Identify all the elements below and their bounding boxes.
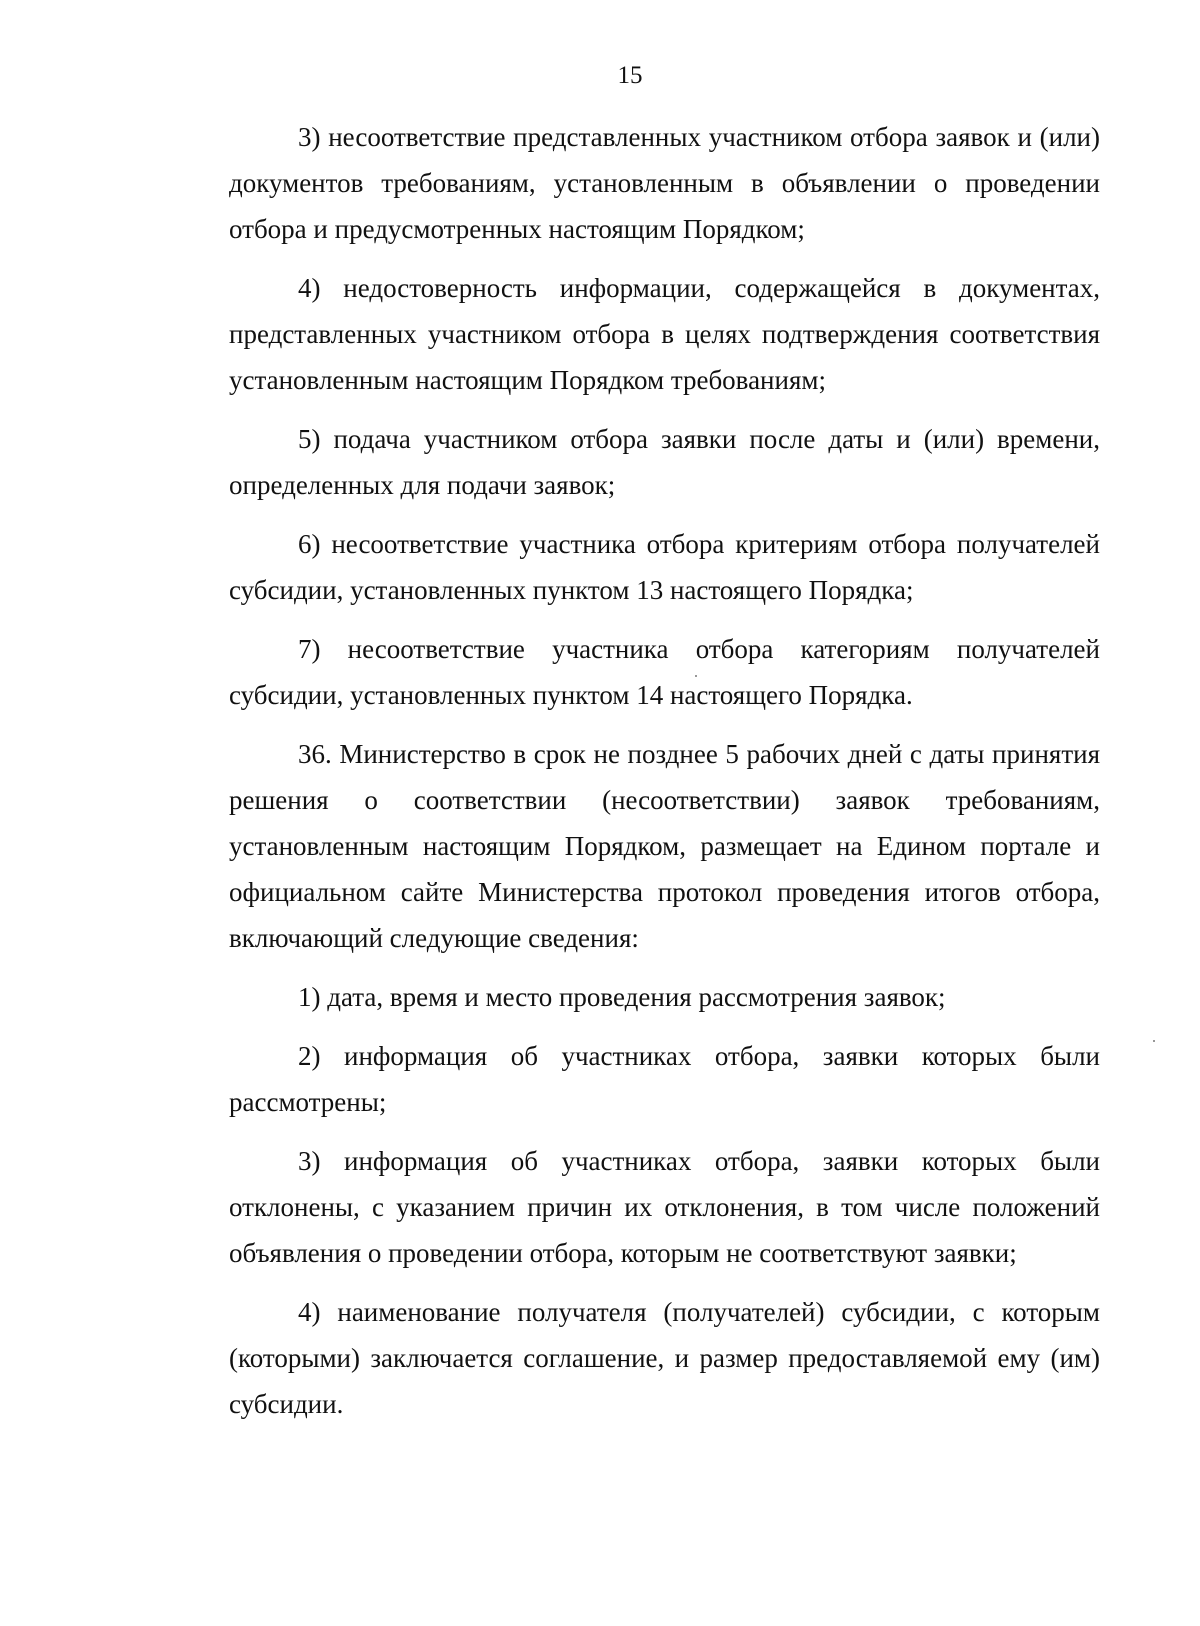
paragraph-item-4: 4) недостоверность информации, содержащейся в документах, представленных участником отбора в целях подтверждения соответствия установленным настоящим Порядком требованиям; <box>229 273 1100 395</box>
scan-speck <box>1153 1040 1155 1042</box>
paragraph-item-7: 7) несоответствие участника отбора категориям получателей субсидии, установленных пунктом 14 настоящего Порядка. <box>229 634 1100 710</box>
paragraph-subitem-4: 4) наименование получателя (получателей) субсидии, с которым (которыми) заключается соглашение, и размер предоставляемой ему (им) субсидии. <box>229 1297 1100 1419</box>
paragraph-item-5: 5) подача участником отбора заявки после даты и (или) времени, определенных для подачи заявок; <box>229 424 1100 500</box>
page-number: 15 <box>617 62 643 89</box>
paragraph-item-6: 6) несоответствие участника отбора критериям отбора получателей субсидии, установленных пунктом 13 настоящего Порядка; <box>229 529 1100 605</box>
paragraph-item-3: 3) несоответствие представленных участником отбора заявок и (или) документов требованиям, установленным в объявлении о проведении отбора и предусмотренных настоящим Порядком; <box>229 122 1100 244</box>
paragraph-clause-36: 36. Министерство в срок не позднее 5 рабочих дней с даты принятия решения о соответствии (несоответствии) заявок требованиям, установленным настоящим Порядком, размещает на Едином портале и официальном сайте Министерства протокол проведения итогов отбора, включающий следующие сведения: <box>229 739 1100 953</box>
document-body <box>229 114 1100 1440</box>
paragraph-subitem-1: 1) дата, время и место проведения рассмотрения заявок; <box>298 982 946 1012</box>
paragraph-subitem-3: 3) информация об участниках отбора, заявки которых были отклонены, с указанием причин их отклонения, в том числе положений объявления о проведении отбора, которым не соответствуют заявки; <box>229 1146 1100 1268</box>
paragraph-subitem-2: 2) информация об участниках отбора, заявки которых были рассмотрены; <box>229 1041 1100 1117</box>
scan-speck <box>695 675 697 677</box>
